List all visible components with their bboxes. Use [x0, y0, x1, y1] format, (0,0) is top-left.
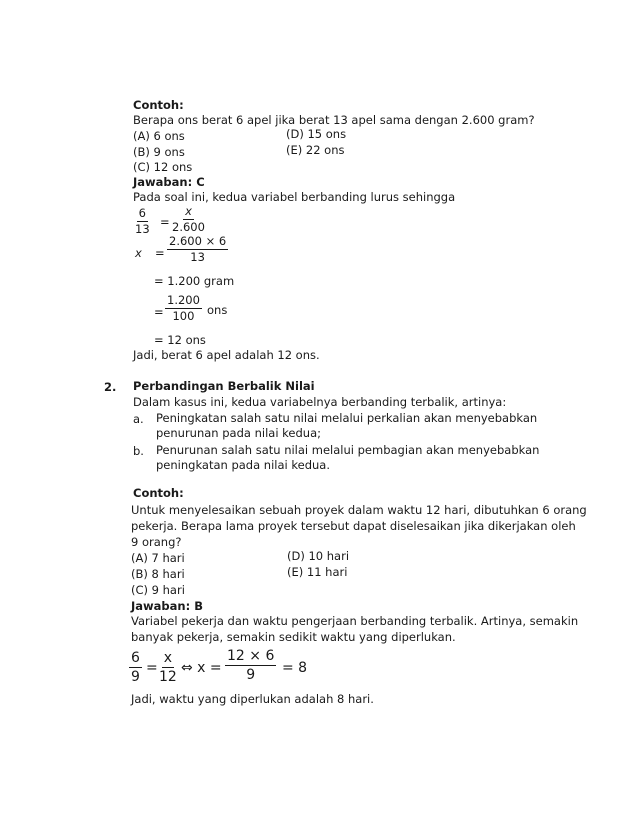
example2-question-line2: pekerja. Berapa lama proyek tersebut dapat diselesaikan jika dikerjakan oleh: [131, 519, 576, 533]
eq-equals: =: [146, 660, 158, 676]
example1-option-d: (D) 15 ons: [286, 127, 347, 141]
item-a-line2: penurunan pada nilai kedua;: [156, 426, 322, 440]
eq-f1-numerator: 6: [129, 650, 142, 668]
eq-result: = 8: [282, 660, 308, 676]
example2-conclusion: Jadi, waktu yang diperlukan adalah 8 hari.: [131, 692, 374, 706]
eq1-right-denominator: 2.600: [172, 220, 205, 235]
eq1-left-numerator: 6: [137, 207, 148, 222]
eq1-fraction-left: [133, 207, 152, 236]
example1-option-e: (E) 22 ons: [286, 143, 345, 157]
eq2-fraction: [167, 235, 228, 264]
example1-option-a: (A) 6 ons: [133, 129, 185, 143]
item-b-marker: b.: [133, 444, 144, 458]
example1-option-c: (C) 12 ons: [133, 160, 193, 174]
eq1-left-denominator: 13: [135, 222, 150, 237]
eq2-equals: =: [155, 246, 165, 260]
item-b-line1: Penurunan salah satu nilai melalui pembagian akan menyebabkan: [156, 443, 540, 457]
eq4-unit: ons: [207, 303, 228, 317]
item-a-marker: a.: [133, 412, 144, 426]
example2-option-b: (B) 8 hari: [131, 567, 185, 581]
eq4-denominator: 100: [172, 309, 195, 324]
example2-answer: Jawaban: B: [131, 599, 203, 613]
example1-explanation: Pada soal ini, kedua variabel berbanding lurus sehingga: [133, 190, 456, 204]
eq-f2-denominator: 12: [159, 669, 177, 686]
eq5: = 12 ons: [154, 333, 206, 347]
section2-intro: Dalam kasus ini, kedua variabelnya berbanding terbalik, artinya:: [133, 395, 507, 409]
example1-heading: Contoh:: [133, 98, 184, 112]
example2-option-c: (C) 9 hari: [131, 583, 185, 597]
example2-explanation-line2: banyak pekerja, semakin sedikit waktu yang diperlukan.: [131, 630, 456, 644]
eq1-equals: =: [160, 215, 170, 229]
eq2-numerator: 2.600 × 6: [167, 235, 228, 250]
eq1-right-numerator: x: [183, 205, 194, 220]
example1-answer: Jawaban: C: [133, 175, 205, 189]
eq3: = 1.200 gram: [154, 274, 235, 288]
example1-conclusion: Jadi, berat 6 apel adalah 12 ons.: [133, 348, 320, 362]
eq4-fraction: [165, 294, 202, 323]
example2-option-a: (A) 7 hari: [131, 551, 185, 565]
eq4-numerator: 1.200: [165, 294, 202, 309]
example1-question: Berapa ons berat 6 apel jika berat 13 apel sama dengan 2.600 gram?: [133, 113, 535, 127]
section2-title: Perbandingan Berbalik Nilai: [133, 379, 315, 393]
eq2-variable: x: [135, 246, 142, 260]
eq4-equals: =: [154, 305, 164, 319]
item-a-line1: Peningkatan salah satu nilai melalui perkalian akan menyebabkan: [156, 411, 538, 425]
example2-question-line3: 9 orang?: [131, 535, 182, 549]
eq-f3-denominator: 9: [246, 667, 256, 684]
item-b-line2: peningkatan pada nilai kedua.: [156, 458, 330, 472]
eq-f1-denominator: 9: [131, 669, 140, 686]
eq-f3: [225, 648, 276, 683]
eq2-denominator: 13: [190, 250, 205, 265]
eq-iff: ⇔ x =: [181, 660, 222, 676]
example2-heading: Contoh:: [133, 486, 184, 500]
eq-f1: [129, 650, 142, 685]
section2-number: 2.: [104, 380, 117, 394]
eq-f3-numerator: 12 × 6: [225, 648, 276, 666]
eq-f2: [157, 650, 179, 685]
example2-option-e: (E) 11 hari: [287, 565, 348, 579]
example2-option-d: (D) 10 hari: [287, 549, 350, 563]
example2-question-line1: Untuk menyelesaikan sebuah proyek dalam waktu 12 hari, dibutuhkan 6 orang: [131, 503, 587, 517]
example1-option-b: (B) 9 ons: [133, 145, 185, 159]
example2-explanation-line1: Variabel pekerja dan waktu pengerjaan berbanding terbalik. Artinya, semakin: [131, 614, 579, 628]
eq-f2-numerator: x: [162, 650, 174, 668]
eq1-fraction-right: [170, 205, 207, 234]
